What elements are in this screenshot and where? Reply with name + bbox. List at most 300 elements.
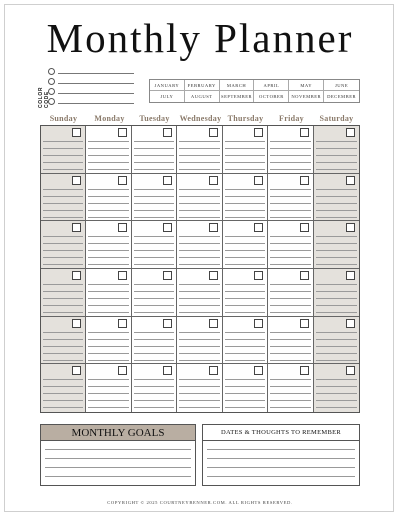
day-note-line xyxy=(270,407,310,408)
day-note-line xyxy=(270,203,310,204)
day-header-wednesday: Wednesday xyxy=(179,114,222,123)
day-note-line xyxy=(225,155,265,156)
month-option[interactable]: FEBRUARY xyxy=(185,80,220,91)
day-note-line xyxy=(134,379,174,380)
day-note-line xyxy=(225,312,265,313)
day-note-line xyxy=(316,148,357,149)
day-note-line xyxy=(134,291,174,292)
date-box[interactable] xyxy=(118,271,127,280)
day-note-line xyxy=(270,386,310,387)
day-cell[interactable] xyxy=(132,269,177,317)
day-note-line xyxy=(43,298,83,299)
day-note-line xyxy=(270,189,310,190)
day-note-line xyxy=(43,393,83,394)
day-note-line xyxy=(43,217,83,218)
day-note-line xyxy=(179,264,219,265)
day-note-line xyxy=(270,196,310,197)
monthly-goals-title: MONTHLY GOALS xyxy=(41,425,195,441)
day-note-line xyxy=(88,298,128,299)
day-cell[interactable] xyxy=(223,174,268,222)
date-box[interactable] xyxy=(118,223,127,232)
day-note-line xyxy=(270,298,310,299)
day-cell[interactable] xyxy=(86,174,131,222)
thoughts-line[interactable] xyxy=(207,467,355,468)
day-note-line xyxy=(88,236,128,237)
month-option[interactable]: AUGUST xyxy=(185,91,220,102)
day-note-line xyxy=(316,291,357,292)
date-box[interactable] xyxy=(346,176,355,185)
month-option[interactable]: APRIL xyxy=(254,80,289,91)
date-box[interactable] xyxy=(254,128,263,137)
day-cell[interactable] xyxy=(177,221,222,269)
day-note-line xyxy=(270,243,310,244)
day-note-line xyxy=(270,339,310,340)
day-note-line xyxy=(225,189,265,190)
day-note-line xyxy=(316,407,357,408)
day-cell[interactable] xyxy=(314,126,359,174)
month-option[interactable]: SEPTEMBER xyxy=(220,91,255,102)
day-cell[interactable] xyxy=(177,317,222,365)
day-note-line xyxy=(179,291,219,292)
day-note-line xyxy=(88,407,128,408)
date-box[interactable] xyxy=(209,366,218,375)
day-note-line xyxy=(270,332,310,333)
day-note-line xyxy=(316,379,357,380)
day-note-line xyxy=(88,346,128,347)
day-cell[interactable] xyxy=(223,364,268,412)
day-note-line xyxy=(88,400,128,401)
day-note-line xyxy=(134,210,174,211)
month-option[interactable]: MAY xyxy=(289,80,324,91)
goals-line[interactable] xyxy=(45,467,191,468)
day-note-line xyxy=(225,217,265,218)
day-note-line xyxy=(225,162,265,163)
day-cell[interactable] xyxy=(268,317,313,365)
date-box[interactable] xyxy=(163,271,172,280)
day-note-line xyxy=(316,284,357,285)
day-cell[interactable] xyxy=(86,364,131,412)
color-code-row xyxy=(48,98,134,106)
day-note-line xyxy=(225,353,265,354)
day-note-line xyxy=(316,346,357,347)
day-note-line xyxy=(316,236,357,237)
day-note-line xyxy=(43,386,83,387)
day-note-line xyxy=(43,332,83,333)
day-note-line xyxy=(43,148,83,149)
day-cell[interactable] xyxy=(314,221,359,269)
day-cell[interactable] xyxy=(132,126,177,174)
day-note-line xyxy=(43,400,83,401)
day-cell[interactable] xyxy=(314,269,359,317)
day-cell[interactable] xyxy=(132,221,177,269)
date-box[interactable] xyxy=(300,271,309,280)
day-note-line xyxy=(134,393,174,394)
day-note-line xyxy=(134,284,174,285)
day-cell[interactable] xyxy=(314,364,359,412)
day-cell[interactable] xyxy=(86,317,131,365)
day-note-line xyxy=(316,250,357,251)
day-note-line xyxy=(270,162,310,163)
day-note-line xyxy=(225,291,265,292)
date-box[interactable] xyxy=(346,271,355,280)
day-note-line xyxy=(179,346,219,347)
day-note-line xyxy=(179,407,219,408)
day-note-line xyxy=(179,360,219,361)
day-note-line xyxy=(225,243,265,244)
date-box[interactable] xyxy=(209,319,218,328)
day-note-line xyxy=(270,305,310,306)
calendar-grid xyxy=(40,125,360,413)
day-note-line xyxy=(134,203,174,204)
day-note-line xyxy=(179,339,219,340)
day-note-line xyxy=(179,400,219,401)
day-note-line xyxy=(179,217,219,218)
date-box[interactable] xyxy=(254,223,263,232)
dates-thoughts-title: DATES & THOUGHTS TO REMEMBER xyxy=(203,425,359,441)
color-code-row xyxy=(48,78,134,86)
date-box[interactable] xyxy=(300,176,309,185)
color-circle[interactable] xyxy=(48,98,55,105)
day-note-line xyxy=(316,332,357,333)
day-note-line xyxy=(225,148,265,149)
page-title: Monthly Planner xyxy=(46,15,354,61)
day-note-line xyxy=(179,298,219,299)
thoughts-line[interactable] xyxy=(207,476,355,477)
day-note-line xyxy=(316,141,357,142)
date-box[interactable] xyxy=(118,366,127,375)
day-note-line xyxy=(270,291,310,292)
day-note-line xyxy=(88,332,128,333)
dates-thoughts-panel xyxy=(202,424,360,486)
day-note-line xyxy=(316,298,357,299)
day-note-line xyxy=(270,210,310,211)
day-note-line xyxy=(88,284,128,285)
color-code-section xyxy=(38,66,134,108)
date-box[interactable] xyxy=(118,319,127,328)
day-note-line xyxy=(88,360,128,361)
day-cell[interactable] xyxy=(132,317,177,365)
date-box[interactable] xyxy=(300,128,309,137)
day-note-line xyxy=(270,250,310,251)
day-cell[interactable] xyxy=(41,269,86,317)
day-cell[interactable] xyxy=(314,317,359,365)
day-cell[interactable] xyxy=(223,269,268,317)
day-cell[interactable] xyxy=(132,364,177,412)
day-cell[interactable] xyxy=(223,317,268,365)
day-note-line xyxy=(43,339,83,340)
date-box[interactable] xyxy=(300,223,309,232)
day-note-line xyxy=(179,379,219,380)
day-note-line xyxy=(134,141,174,142)
day-note-line xyxy=(43,155,83,156)
date-box[interactable] xyxy=(300,366,309,375)
day-note-line xyxy=(134,312,174,313)
date-box[interactable] xyxy=(346,366,355,375)
month-option[interactable]: JULY xyxy=(150,91,185,102)
day-note-line xyxy=(134,148,174,149)
day-note-line xyxy=(270,379,310,380)
day-note-line xyxy=(225,339,265,340)
date-box[interactable] xyxy=(346,128,355,137)
day-note-line xyxy=(43,162,83,163)
day-note-line xyxy=(316,360,357,361)
color-code-line[interactable] xyxy=(58,83,134,84)
day-note-line xyxy=(43,305,83,306)
day-cell[interactable] xyxy=(86,269,131,317)
day-note-line xyxy=(270,284,310,285)
day-note-line xyxy=(270,360,310,361)
color-code-label: COLOR CODE xyxy=(38,86,50,108)
color-code-line[interactable] xyxy=(58,73,134,74)
day-note-line xyxy=(316,339,357,340)
date-box[interactable] xyxy=(72,319,81,328)
day-note-line xyxy=(225,264,265,265)
color-code-line[interactable] xyxy=(58,93,134,94)
day-note-line xyxy=(316,189,357,190)
month-option[interactable]: DECEMBER xyxy=(327,94,357,99)
day-header-thursday: Thursday xyxy=(227,114,264,123)
day-note-line xyxy=(225,386,265,387)
day-note-line xyxy=(88,312,128,313)
day-note-line xyxy=(316,243,357,244)
date-box[interactable] xyxy=(346,319,355,328)
monthly-goals-panel xyxy=(40,424,196,486)
date-box[interactable] xyxy=(163,319,172,328)
day-note-line xyxy=(179,236,219,237)
date-box[interactable] xyxy=(254,366,263,375)
day-cell[interactable] xyxy=(223,126,268,174)
day-note-line xyxy=(179,353,219,354)
day-note-line xyxy=(134,155,174,156)
date-box[interactable] xyxy=(72,128,81,137)
day-note-line xyxy=(225,284,265,285)
date-box[interactable] xyxy=(72,176,81,185)
month-option[interactable]: JUNE xyxy=(324,80,359,91)
day-note-line xyxy=(179,305,219,306)
day-note-line xyxy=(88,196,128,197)
day-note-line xyxy=(134,400,174,401)
color-code-line[interactable] xyxy=(58,103,134,104)
day-cell[interactable] xyxy=(223,221,268,269)
day-note-line xyxy=(88,162,128,163)
day-note-line xyxy=(134,250,174,251)
goals-line[interactable] xyxy=(45,476,191,477)
day-note-line xyxy=(134,189,174,190)
day-note-line xyxy=(134,196,174,197)
day-note-line xyxy=(270,217,310,218)
day-note-line xyxy=(225,203,265,204)
day-note-line xyxy=(316,386,357,387)
day-note-line xyxy=(270,400,310,401)
day-note-line xyxy=(316,169,357,170)
day-note-line xyxy=(43,407,83,408)
day-cell[interactable] xyxy=(41,221,86,269)
day-cell[interactable] xyxy=(268,221,313,269)
day-header-friday: Friday xyxy=(279,114,304,123)
day-note-line xyxy=(225,298,265,299)
day-note-line xyxy=(88,353,128,354)
day-note-line xyxy=(179,386,219,387)
day-note-line xyxy=(225,393,265,394)
date-box[interactable] xyxy=(72,271,81,280)
day-note-line xyxy=(179,312,219,313)
day-note-line xyxy=(179,162,219,163)
day-note-line xyxy=(43,353,83,354)
day-header-monday: Monday xyxy=(94,114,125,123)
day-note-line xyxy=(88,250,128,251)
day-note-line xyxy=(88,203,128,204)
day-cell[interactable] xyxy=(268,174,313,222)
day-note-line xyxy=(179,243,219,244)
day-note-line xyxy=(225,360,265,361)
date-box[interactable] xyxy=(254,271,263,280)
day-note-line xyxy=(270,236,310,237)
date-box[interactable] xyxy=(209,176,218,185)
goals-line[interactable] xyxy=(45,449,191,450)
day-cell[interactable] xyxy=(132,174,177,222)
day-header-tuesday: Tuesday xyxy=(139,114,170,123)
day-note-line xyxy=(270,353,310,354)
day-note-line xyxy=(225,210,265,211)
date-box[interactable] xyxy=(209,223,218,232)
day-note-line xyxy=(179,189,219,190)
day-note-line xyxy=(316,257,357,258)
day-note-line xyxy=(88,243,128,244)
color-code-row xyxy=(48,88,134,96)
day-note-line xyxy=(134,386,174,387)
day-cell[interactable] xyxy=(177,364,222,412)
month-option[interactable]: JANUARY xyxy=(150,80,185,91)
day-note-line xyxy=(179,141,219,142)
day-note-line xyxy=(316,312,357,313)
day-cell[interactable] xyxy=(268,126,313,174)
day-note-line xyxy=(316,264,357,265)
color-circle[interactable] xyxy=(48,68,55,75)
date-box[interactable] xyxy=(209,128,218,137)
day-note-line xyxy=(179,257,219,258)
day-note-line xyxy=(134,243,174,244)
day-note-line xyxy=(43,291,83,292)
day-cell[interactable] xyxy=(41,364,86,412)
color-circle[interactable] xyxy=(48,78,55,85)
color-circle[interactable] xyxy=(48,88,55,95)
day-note-line xyxy=(134,353,174,354)
date-box[interactable] xyxy=(118,128,127,137)
day-note-line xyxy=(179,393,219,394)
day-note-line xyxy=(88,291,128,292)
month-option[interactable]: OCTOBER xyxy=(254,91,289,102)
day-note-line xyxy=(225,250,265,251)
day-note-line xyxy=(316,196,357,197)
date-box[interactable] xyxy=(163,128,172,137)
copyright-footer: COPYRIGHT © 2025 COURTNEYBENNER.COM. ALL RIGHTS RESERVED. xyxy=(107,500,293,505)
color-code-row xyxy=(48,68,134,76)
date-box[interactable] xyxy=(209,271,218,280)
day-note-line xyxy=(88,305,128,306)
day-note-line xyxy=(134,264,174,265)
month-selector xyxy=(149,79,360,103)
thoughts-line[interactable] xyxy=(207,449,355,450)
day-note-line xyxy=(316,393,357,394)
day-note-line xyxy=(179,332,219,333)
day-cell[interactable] xyxy=(41,317,86,365)
date-box[interactable] xyxy=(254,176,263,185)
day-note-line xyxy=(179,196,219,197)
date-box[interactable] xyxy=(118,176,127,185)
day-cell[interactable] xyxy=(41,174,86,222)
day-cell[interactable] xyxy=(268,269,313,317)
day-cell[interactable] xyxy=(177,269,222,317)
day-note-line xyxy=(225,379,265,380)
day-note-line xyxy=(43,196,83,197)
date-box[interactable] xyxy=(163,176,172,185)
date-box[interactable] xyxy=(72,223,81,232)
day-note-line xyxy=(316,353,357,354)
day-note-line xyxy=(225,305,265,306)
day-cell[interactable] xyxy=(177,126,222,174)
day-note-line xyxy=(134,332,174,333)
date-box[interactable] xyxy=(346,223,355,232)
day-note-line xyxy=(43,250,83,251)
day-cell[interactable] xyxy=(41,126,86,174)
day-note-line xyxy=(225,346,265,347)
day-note-line xyxy=(88,379,128,380)
date-box[interactable] xyxy=(163,366,172,375)
day-note-line xyxy=(179,203,219,204)
day-note-line xyxy=(88,264,128,265)
thoughts-line[interactable] xyxy=(207,458,355,459)
day-note-line xyxy=(134,360,174,361)
month-option[interactable]: MARCH xyxy=(220,80,255,91)
month-option[interactable]: NOVEMBER xyxy=(289,91,324,102)
date-box[interactable] xyxy=(163,223,172,232)
date-box[interactable] xyxy=(300,319,309,328)
day-cell[interactable] xyxy=(86,126,131,174)
day-note-line xyxy=(43,346,83,347)
day-note-line xyxy=(88,141,128,142)
day-note-line xyxy=(225,257,265,258)
day-note-line xyxy=(88,189,128,190)
day-note-line xyxy=(88,210,128,211)
day-note-line xyxy=(43,243,83,244)
day-note-line xyxy=(316,155,357,156)
day-note-line xyxy=(316,162,357,163)
day-note-line xyxy=(134,407,174,408)
day-note-line xyxy=(225,332,265,333)
day-note-line xyxy=(43,257,83,258)
day-cell[interactable] xyxy=(268,364,313,412)
day-note-line xyxy=(88,393,128,394)
day-note-line xyxy=(134,305,174,306)
day-note-line xyxy=(179,169,219,170)
day-cell[interactable] xyxy=(177,174,222,222)
day-cell[interactable] xyxy=(86,221,131,269)
day-note-line xyxy=(270,346,310,347)
day-note-line xyxy=(316,400,357,401)
day-note-line xyxy=(88,155,128,156)
day-note-line xyxy=(43,169,83,170)
day-header-sunday: Sunday xyxy=(49,114,78,123)
day-note-line xyxy=(134,169,174,170)
date-box[interactable] xyxy=(254,319,263,328)
day-note-line xyxy=(270,169,310,170)
day-note-line xyxy=(225,400,265,401)
day-note-line xyxy=(225,141,265,142)
day-note-line xyxy=(134,236,174,237)
date-box[interactable] xyxy=(72,366,81,375)
day-cell[interactable] xyxy=(314,174,359,222)
goals-line[interactable] xyxy=(45,458,191,459)
